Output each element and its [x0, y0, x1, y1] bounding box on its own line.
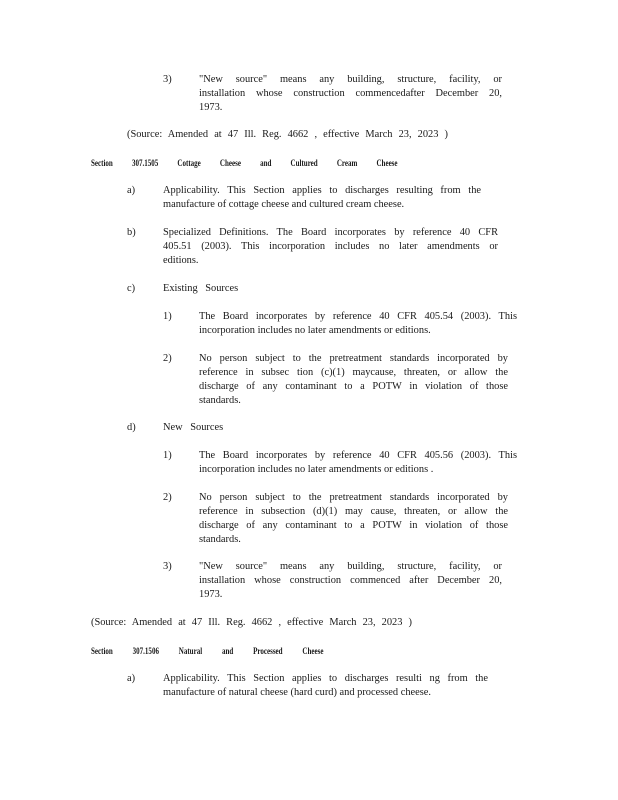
text-line: installation whose construction commencedafter December 20, — [199, 88, 502, 99]
text-line: No person subject to the pretreatment standards incorporated by — [199, 353, 508, 364]
text-line: standards. — [199, 395, 241, 406]
paragraph — [199, 449, 517, 477]
subsection-label: b) — [127, 227, 136, 238]
text-line: No person subject to the pretreatment standards incorporated by — [199, 492, 508, 503]
text-line: Specialized Definitions. The Board incorporates by reference 40 CFR — [163, 227, 498, 238]
text-line: reference in subsection (d)(1) may cause, threaten, or allow the — [199, 506, 508, 517]
text-line: The Board incorporates by reference 40 CFR 405.54 (2003). This — [199, 311, 517, 322]
paragraph — [163, 184, 481, 212]
item-number: 1) — [163, 311, 172, 322]
text-line: incorporation includes no later amendments or editions . — [199, 464, 434, 475]
text-line: incorporation includes no later amendments or editions. — [199, 325, 431, 336]
text-line: manufacture of natural cheese (hard curd) and processed cheese. — [163, 687, 431, 698]
subsection-label: d) — [127, 422, 136, 433]
paragraph — [199, 491, 508, 547]
paragraph — [199, 73, 502, 115]
text-line: discharge of any contaminant to a POTW in violation of those — [199, 381, 508, 392]
subsection-label: a) — [127, 185, 136, 196]
text-line: reference in subsec tion (c)(1) maycause, threaten, or allow the — [199, 367, 508, 378]
source-note: (Source: Amended at 47 Ill. Reg. 4662 , effective March 23, 2023 ) — [127, 129, 448, 140]
paragraph — [199, 352, 508, 408]
text-line: The Board incorporates by reference 40 CFR 405.56 (2003). This — [199, 450, 517, 461]
text-line: manufacture of cottage cheese and cultured cream cheese. — [163, 199, 405, 210]
subsection-title: Existing Sources — [163, 283, 239, 294]
paragraph — [199, 310, 517, 338]
text-line: 1973. — [199, 589, 223, 600]
text-line: "New source" means any building, structure, facility, or — [199, 74, 502, 85]
text-line: Applicability. This Section applies to discharges resulting from the — [163, 185, 481, 196]
text-line: 405.51 (2003). This incorporation includes no later amendments or — [163, 241, 498, 252]
paragraph — [199, 560, 502, 602]
paragraph — [163, 672, 488, 700]
item-number: 3) — [163, 74, 172, 85]
text-line: installation whose construction commenced after December 20, — [199, 575, 502, 586]
item-number: 2) — [163, 492, 172, 503]
item-number: 3) — [163, 561, 172, 572]
text-line: discharge of any contaminant to a POTW in violation of those — [199, 520, 508, 531]
paragraph — [163, 226, 498, 268]
section-heading: Section 307.1506 Natural and Processed Cheese — [91, 646, 324, 656]
subsection-label: a) — [127, 673, 136, 684]
text-line: Applicability. This Section applies to discharges resulti ng from the — [163, 673, 488, 684]
text-line: standards. — [199, 534, 241, 545]
item-number: 2) — [163, 353, 172, 364]
item-number: 1) — [163, 450, 172, 461]
source-note: (Source: Amended at 47 Ill. Reg. 4662 , effective March 23, 2023 ) — [91, 617, 412, 628]
section-heading: Section 307.1505 Cottage Cheese and Cultured Cream Cheese — [91, 158, 398, 168]
text-line: 1973. — [199, 102, 223, 113]
subsection-label: c) — [127, 283, 136, 294]
text-line: editions. — [163, 255, 199, 266]
subsection-title: New Sources — [163, 422, 224, 433]
text-line: "New source" means any building, structure, facility, or — [199, 561, 502, 572]
